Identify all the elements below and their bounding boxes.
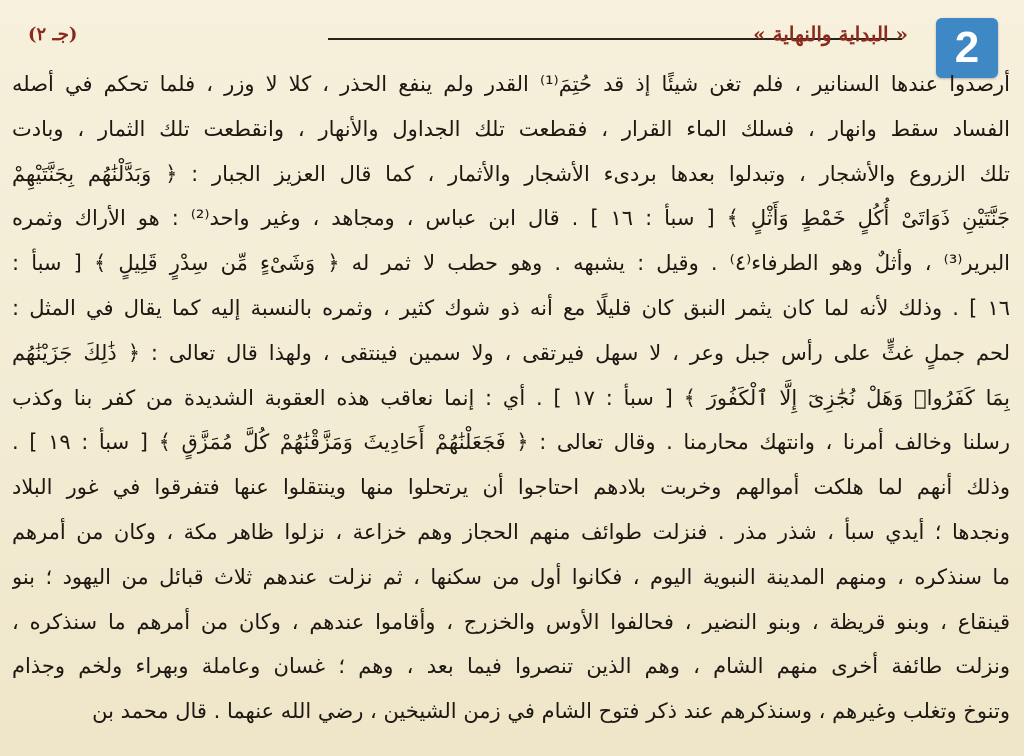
text-line: ١٦ ] . وذلك لأنه لما كان يثمر النبق كان قليلًا مع أنه ذو شوك كثير ، وثمره بالنسبة إليه كما يقال في المثل : xyxy=(12,295,1010,320)
text-line: وتنوخ وتغلب وغيرهم ، وسنذكرهم عند ذكر فتوح الشام في زمن الشيخين ، رضي الله عنهما . قال محمد بن xyxy=(92,699,1010,724)
text-line: أرصدوا عندها السنانير ، فلم تغن شيئًا إذ قد حُتِمَ⁽¹⁾ القدر ولم ينفع الحذر ، كلا لا وزر ، فلما تحكم في أصله xyxy=(12,72,1010,96)
running-head-title: « البداية والنهاية » xyxy=(753,22,908,46)
text-line: جَنَّتَيْنِ ذَوَاتَىْ أُكُلٍ خَمْطٍ وَأَثْلٍ ﴾ [ سبأ : ١٦ ] . قال ابن عباس ، ومجاهد ، وغير واحد⁽²⁾ : هو الأراك وثمره xyxy=(12,206,1010,231)
text-line: ونجدها ؛ أيدي سبأ ، شذر مذر . فنزلت طوائف منهم الحجاز وهم خزاعة ، نزلوا ظاهر مكة ، وكان من أمرهم xyxy=(12,519,1010,544)
text-line: لحم جملٍ غثٍّ على رأس جبل وعر ، لا سهل فيرتقى ، ولا سمين فينتقى ، ولهذا قال تعالى : ﴿ ذَٰلِكَ جَزَيْنَٰهُم xyxy=(12,340,1010,365)
text-line: ما سنذكره ، ومنهم المدينة النبوية اليوم ، فكانوا أول من سكنها ، ثم نزلت عندهم ثلاث قبائل من اليهود ؛ بنو xyxy=(12,564,1010,589)
text-line: وذلك أنهم لما هلكت أموالهم وخربت بلادهم احتاجوا أن يرتحلوا منها وينتقلوا عنها فتفرقوا في غور البلاد xyxy=(12,475,1010,500)
body-text xyxy=(12,62,1010,734)
text-line: ونزلت طائفة أخرى منهم الشام ، وهم الذين تنصروا فيما بعد ، وهم ؛ غسان وعاملة وبهراء ولخم وجذام xyxy=(12,654,1010,679)
text-line: بِمَا كَفَرُوا۟ وَهَلْ نُجَٰزِىٓ إِلَّا ٱلْكَفُورَ ﴾ [ سبأ : ١٧ ] . أي : إنما نعاقب هذه العقوبة الشديدة من كفر بنا وكذب xyxy=(12,385,1010,410)
text-line: رسلنا وخالف أمرنا ، وانتهك محارمنا . وقال تعالى : ﴿ فَجَعَلْنَٰهُمْ أَحَادِيثَ وَمَزَّقْنَٰهُمْ كُلَّ مُمَزَّقٍ ﴾ [ سبأ : ١٩ ] . xyxy=(12,430,1010,455)
text-line: قينقاع ، وبنو قريظة ، وبنو النضير ، فحالفوا الأوس والخزرج ، وأقاموا عندهم ، وكان من أمرهم ما سنذكره ، xyxy=(12,609,1010,634)
page-number-badge: 2 xyxy=(936,18,998,78)
volume-number: (جـ ٢) xyxy=(28,24,78,45)
page-header xyxy=(28,22,908,62)
text-line: تلك الزروع والأشجار ، وتبدلوا بعدها بردىء الأشجار والأثمار ، كما قال العزيز الجبار : ﴿ وَبَدَّلْنَٰهُم بِجَنَّتَيْهِمْ xyxy=(12,161,1010,186)
text-line: البرير⁽³⁾ ، وأثلٌ وهو الطرفاء⁽٤⁾ . وقيل : يشبهه . وهو حطب لا ثمر له ﴿ وَشَىْءٍ مِّن سِدْرٍ قَلِيلٍ ﴾ [ سبأ : xyxy=(12,251,1010,276)
text-line: الفساد سقط وانهار ، فسلك الماء القرار ، فقطعت تلك الجداول والأنهار ، وانقطعت تلك الثمار ، وبادت xyxy=(12,116,1010,141)
